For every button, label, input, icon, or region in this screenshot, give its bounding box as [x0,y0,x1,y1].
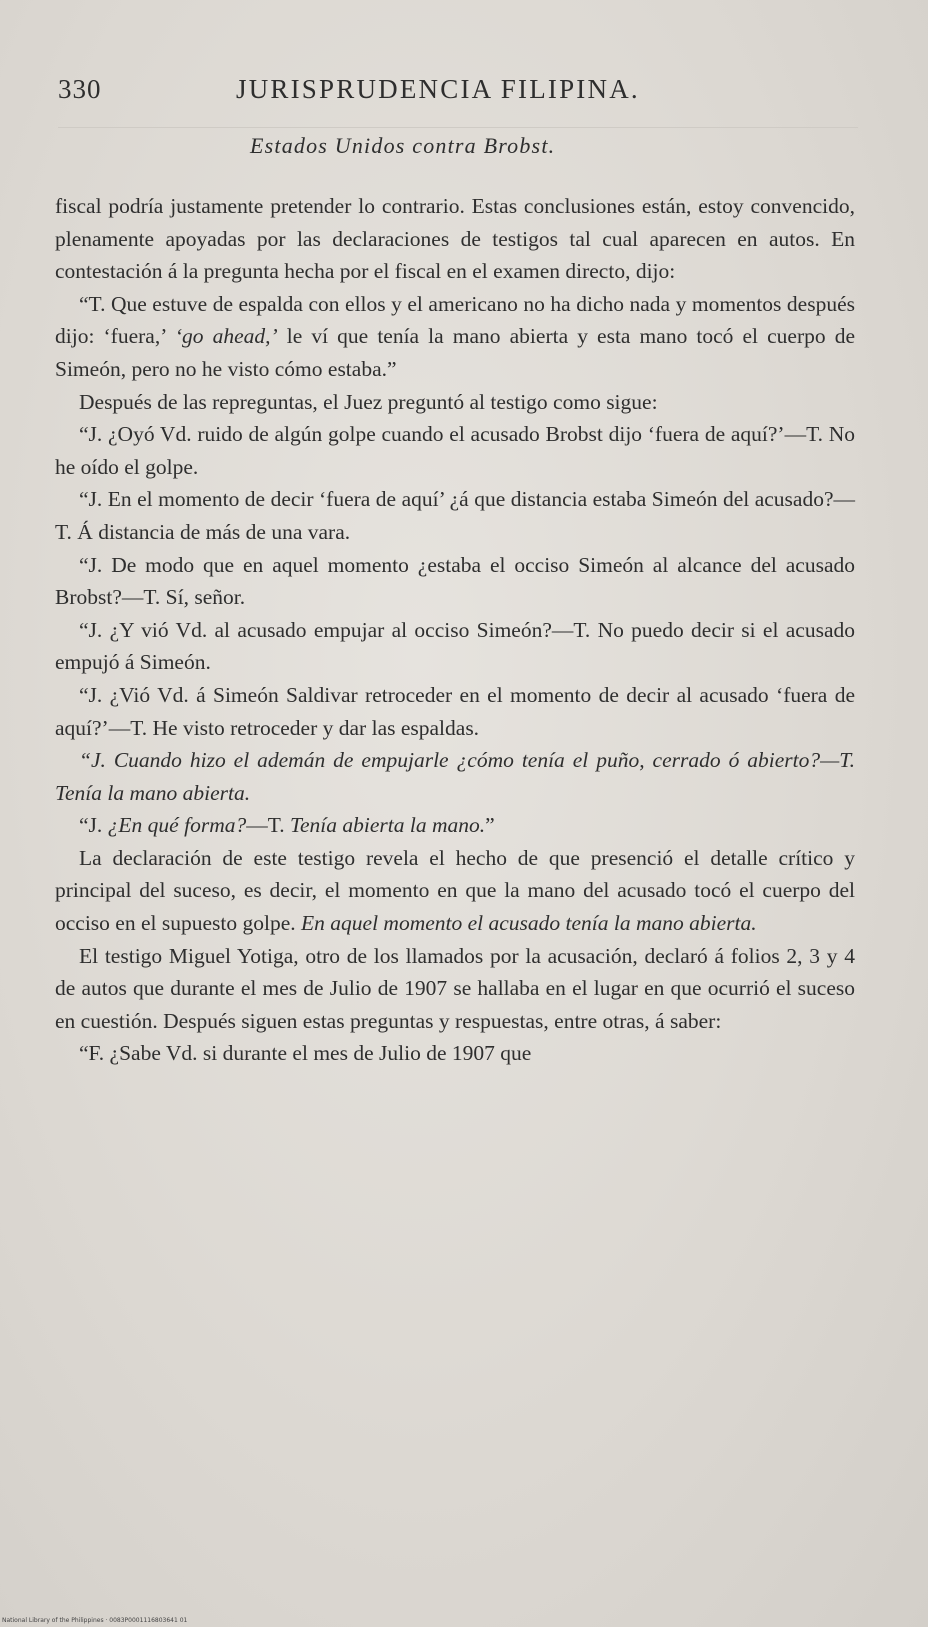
paragraph: “J. Cuando hizo el ademán de empujarle ¿cómo tenía el puño, cerrado ó abierto?—T. Tenía la mano abierta. [55,748,855,805]
running-title: JURISPRUDENCIA FILIPINA. [236,74,640,104]
source-note: National Library of the Philippines · 0083P0001116803641 01 [2,1617,188,1624]
paragraph: “J. De modo que en aquel momento ¿estaba el occiso Simeón al alcance del acusado Brobst?—T. Sí, señor. [55,552,855,610]
paragraph: “J. ¿Y vió Vd. al acusado empujar al occiso Simeón?—T. No puedo decir si el acusado empujó á Simeón. [55,617,855,675]
paragraph-text: le ví que tenía la mano abierta y esta mano tocó el cuerpo de Simeón, pero no he visto cómo estaba.” [55,324,855,381]
paragraph: “F. ¿Sabe Vd. si durante el mes de Julio de 1907 que [79,1041,532,1066]
paragraph-text: ” [485,813,495,838]
paragraph-text: —T. [246,813,291,838]
paragraph: Después de las repreguntas, el Juez preguntó al testigo como sigue: [79,389,658,414]
paragraph-text: “J. [79,813,108,838]
paragraph-text: “T. Que estuve de espalda con ellos y el americano no ha dicho nada y momentos después dijo: ‘fuera,’ [55,291,855,349]
paragraph: El testigo Miguel Yotiga, otro de los llamados por la acusación, declaró á folios 2, 3 y 4 de autos que durante el mes de Julio de 1907 se hallaba en el lugar en que ocurrió el suceso en cuestión. Después siguen estas preguntas y respuestas, entre otras, á saber: [55,943,855,1033]
body-text [55,190,855,1070]
paragraph [55,288,855,386]
case-subtitle: Estados Unidos contra Brobst. [250,133,556,158]
italic-phrase: ‘go ahead,’ [174,324,278,349]
paragraph [55,809,855,842]
paragraph: “J. ¿Oyó Vd. ruido de algún golpe cuando el acusado Brobst dijo ‘fuera de aquí?’—T. No he oído el golpe. [55,422,855,479]
italic-phrase: Tenía abierta la mano. [290,813,486,838]
paragraph-text: La declaración de este testigo revela el hecho de que presenció el detalle crítico y principal del suceso, es decir, el momento en que la mano del acusado tocó el cuerpo del occiso en el supuesto golpe. [55,845,855,936]
paragraph: “J. ¿Vió Vd. á Simeón Saldivar retroceder en el momento de decir al acusado ‘fuera de aquí?’—T. He visto retroceder y dar las espaldas. [55,682,855,740]
paragraph: “J. En el momento de decir ‘fuera de aquí’ ¿á que distancia estaba Simeón del acusado?—T. Á distancia de más de una vara. [55,487,855,544]
page-header [58,74,686,114]
paragraph: fiscal podría justamente pretender lo contrario. Estas conclusiones están, estoy convencido, plenamente apoyadas por las declaraciones de testigos tal cual aparecen en autos. En contestación á la pregunta hecha por el fiscal en el examen directo, dijo: [55,194,855,284]
italic-phrase: En aquel momento el acusado tenía la mano abierta. [301,911,757,936]
header-rule [58,127,858,128]
italic-phrase: ¿En qué forma? [107,813,247,838]
page-number: 330 [58,74,102,104]
paragraph [55,842,855,940]
